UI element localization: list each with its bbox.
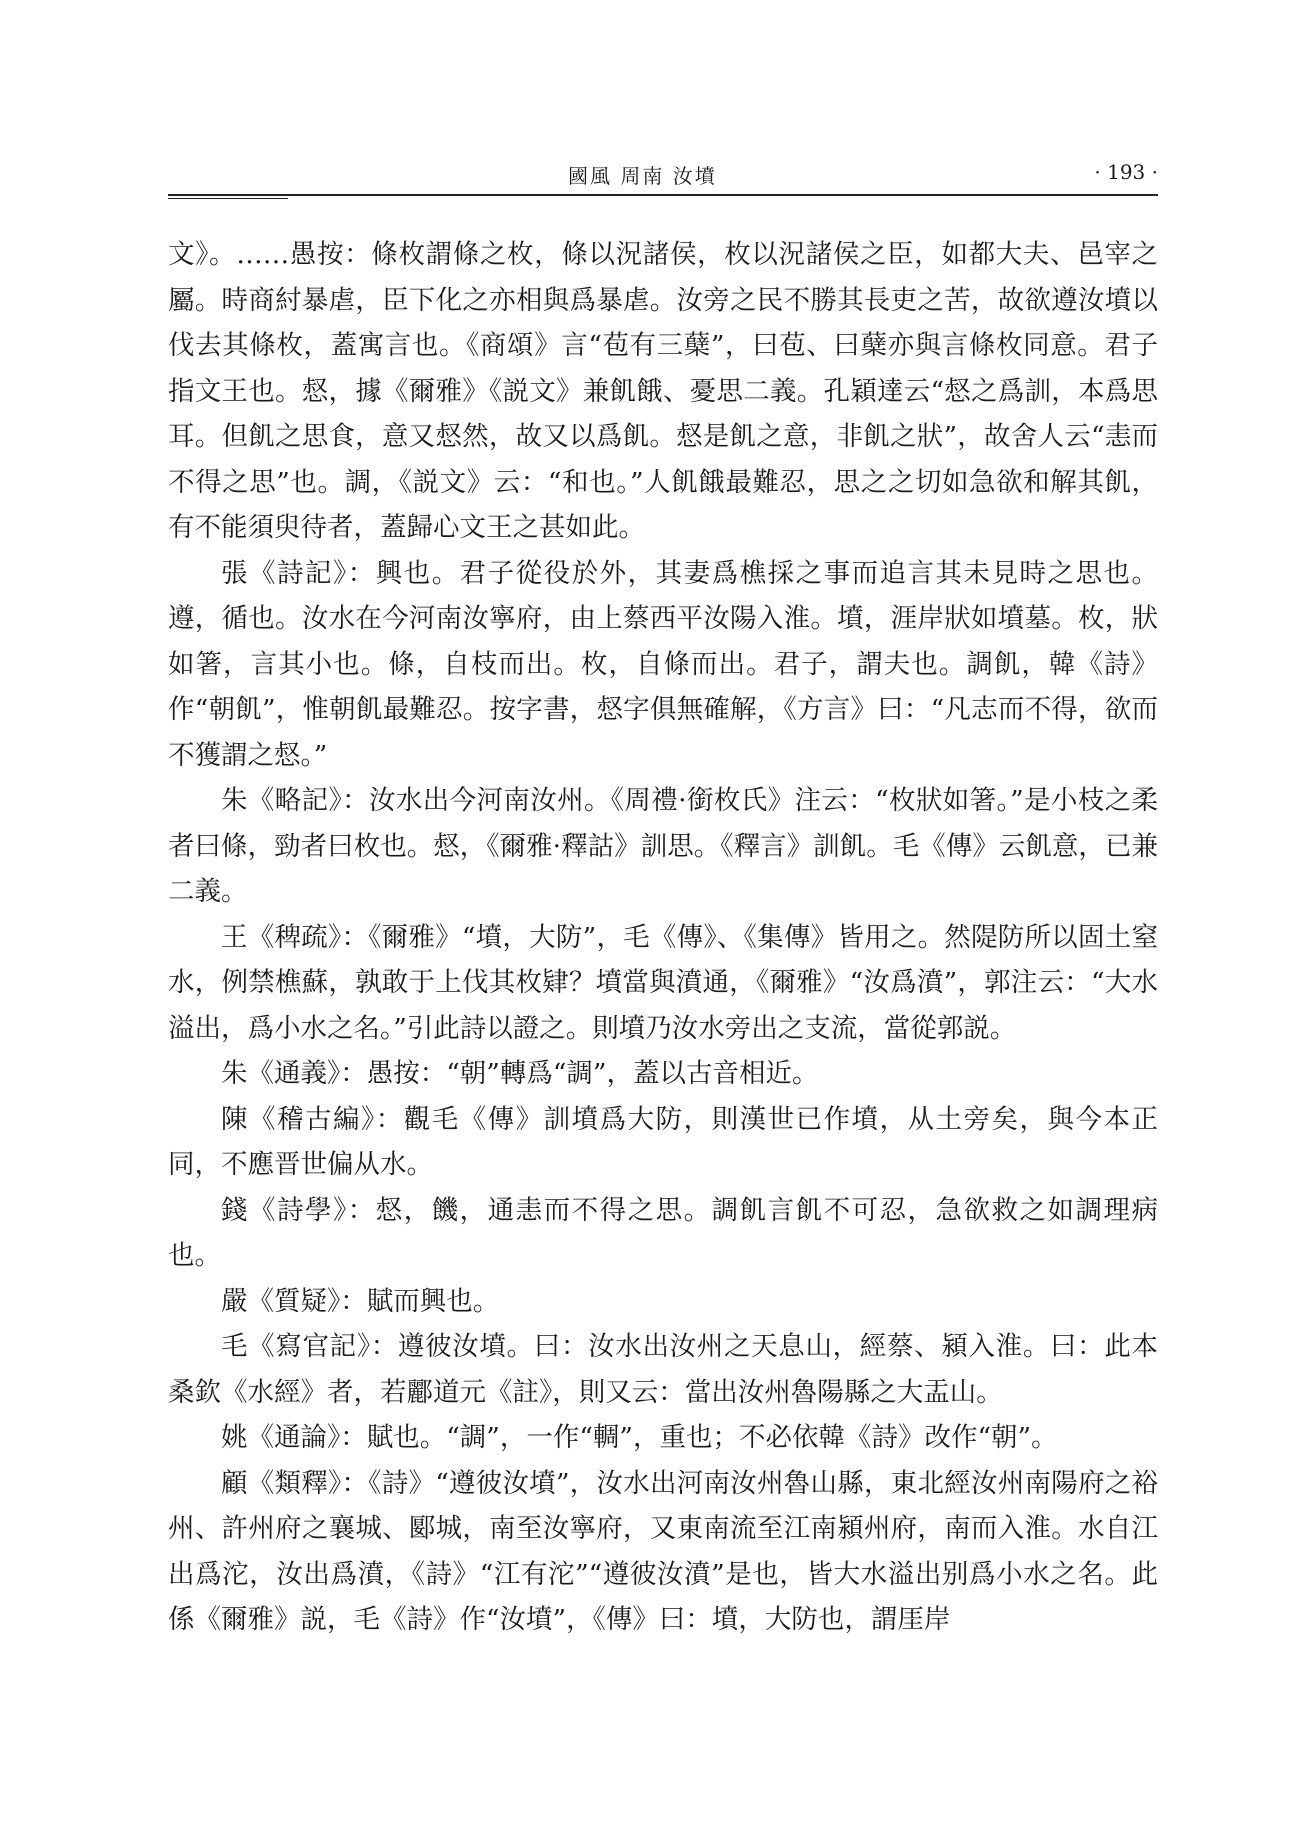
paragraph-zhang-shiji: 張《詩記》：興也。君子從役於外，其妻爲樵採之事而追言其未見時之思也。遵，循也。汝水在今河南汝寧府，由上蔡西平汝陽入淮。墳，涯岸狀如墳墓。枚，狀如箸，言其小也。條，自枝而出。枚，自條而出。君子，謂夫也。調飢，韓《詩》作“朝飢”，惟朝飢最難忍。按字書，惄字俱無確解，《方言》曰：“凡志而不得，欲而不獲謂之惄。” <box>168 557 1158 771</box>
paragraph-continued: 文》。……愚按：條枚謂條之枚，條以況諸侯，枚以況諸侯之臣，如都大夫、邑宰之屬。時商紂暴虐，臣下化之亦相與爲暴虐。汝旁之民不勝其長吏之苦，故欲遵汝墳以伐去其條枚，蓋寓言也。《商頌》言“苞有三蘖”，曰苞、曰蘖亦與言條枚同意。君子指文王也。惄，據《爾雅》《説文》兼飢餓、憂思二義。孔穎達云“惄之爲訓，本爲思耳。但飢之思食，意又惄然，故又以爲飢。惄是飢之意，非飢之狀”，故舍人云“恚而不得之思”也。調，《説文》云：“和也。”人飢餓最難忍，思之之切如急欲和解其飢，有不能須臾待者，蓋歸心文王之甚如此。 <box>168 239 1158 543</box>
paragraph-zhu-tongyi: 朱《通義》：愚按：“朝”轉爲“調”，蓋以古音相近。 <box>221 1058 819 1089</box>
page-number: · 193 · <box>1094 160 1158 184</box>
paragraph-mao-xieguanji: 毛《寫官記》：遵彼汝墳。曰：汝水出汝州之天息山，經蔡、潁入淮。曰：此本桑欽《水經》者，若酈道元《註》，則又云：當出汝州魯陽縣之大盂山。 <box>168 1331 1158 1408</box>
paragraph-qian-shixue: 錢《詩學》：惄，饑，通恚而不得之思。調飢言飢不可忍，急欲救之如調理病也。 <box>168 1194 1158 1271</box>
paragraph-gu-leishi: 顧《類釋》：《詩》“遵彼汝墳”，汝水出河南汝州魯山縣，東北經汝州南陽府之裕州、許州府之襄城、郾城，南至汝寧府，又東南流至江南潁州府，南而入淮。水自江出爲沱，汝出爲濆，《詩》“江有沱”“遵彼汝濆”是也，皆大水溢出别爲小水之名。此係《爾雅》説，毛《詩》作“汝墳”，《傳》曰：墳，大防也，謂厓岸 <box>168 1467 1158 1635</box>
paragraph-zhu-lueji: 朱《略記》：汝水出今河南汝州。《周禮·銜枚氏》注云：“枚狀如箸。”是小枝之柔者曰條，勁者曰枚也。惄，《爾雅·釋詁》訓思。《釋言》訓飢。毛《傳》云飢意，已兼二義。 <box>168 785 1158 907</box>
paragraph-yan-zhiyi: 嚴《質疑》：賦而興也。 <box>221 1285 500 1317</box>
header-rule-short <box>168 198 288 199</box>
header-rule <box>168 194 1158 196</box>
running-head: 國風 周南 汝墳 <box>568 164 717 188</box>
body-text <box>168 232 1158 1643</box>
paragraph-chen-jigubian: 陳《稽古編》：觀毛《傳》訓墳爲大防，則漢世已作墳，从土旁矣，與今本正同，不應晋世偏从水。 <box>168 1103 1158 1180</box>
paragraph-wang-baishu: 王《稗疏》：《爾雅》“墳，大防”，毛《傳》、《集傳》皆用之。然隄防所以固土窒水，例禁樵蘇，孰敢于上伐其枚肄？墳當與濆通，《爾雅》“汝爲濆”，郭注云：“大水溢出，爲小水之名。”引此詩以證之。則墳乃汝水旁出之支流，當從郭説。 <box>168 921 1158 1044</box>
paragraph-yao-tonglun: 姚《通論》：賦也。“調”，一作“輖”，重也；不必依韓《詩》改作“朝”。 <box>221 1422 1058 1453</box>
